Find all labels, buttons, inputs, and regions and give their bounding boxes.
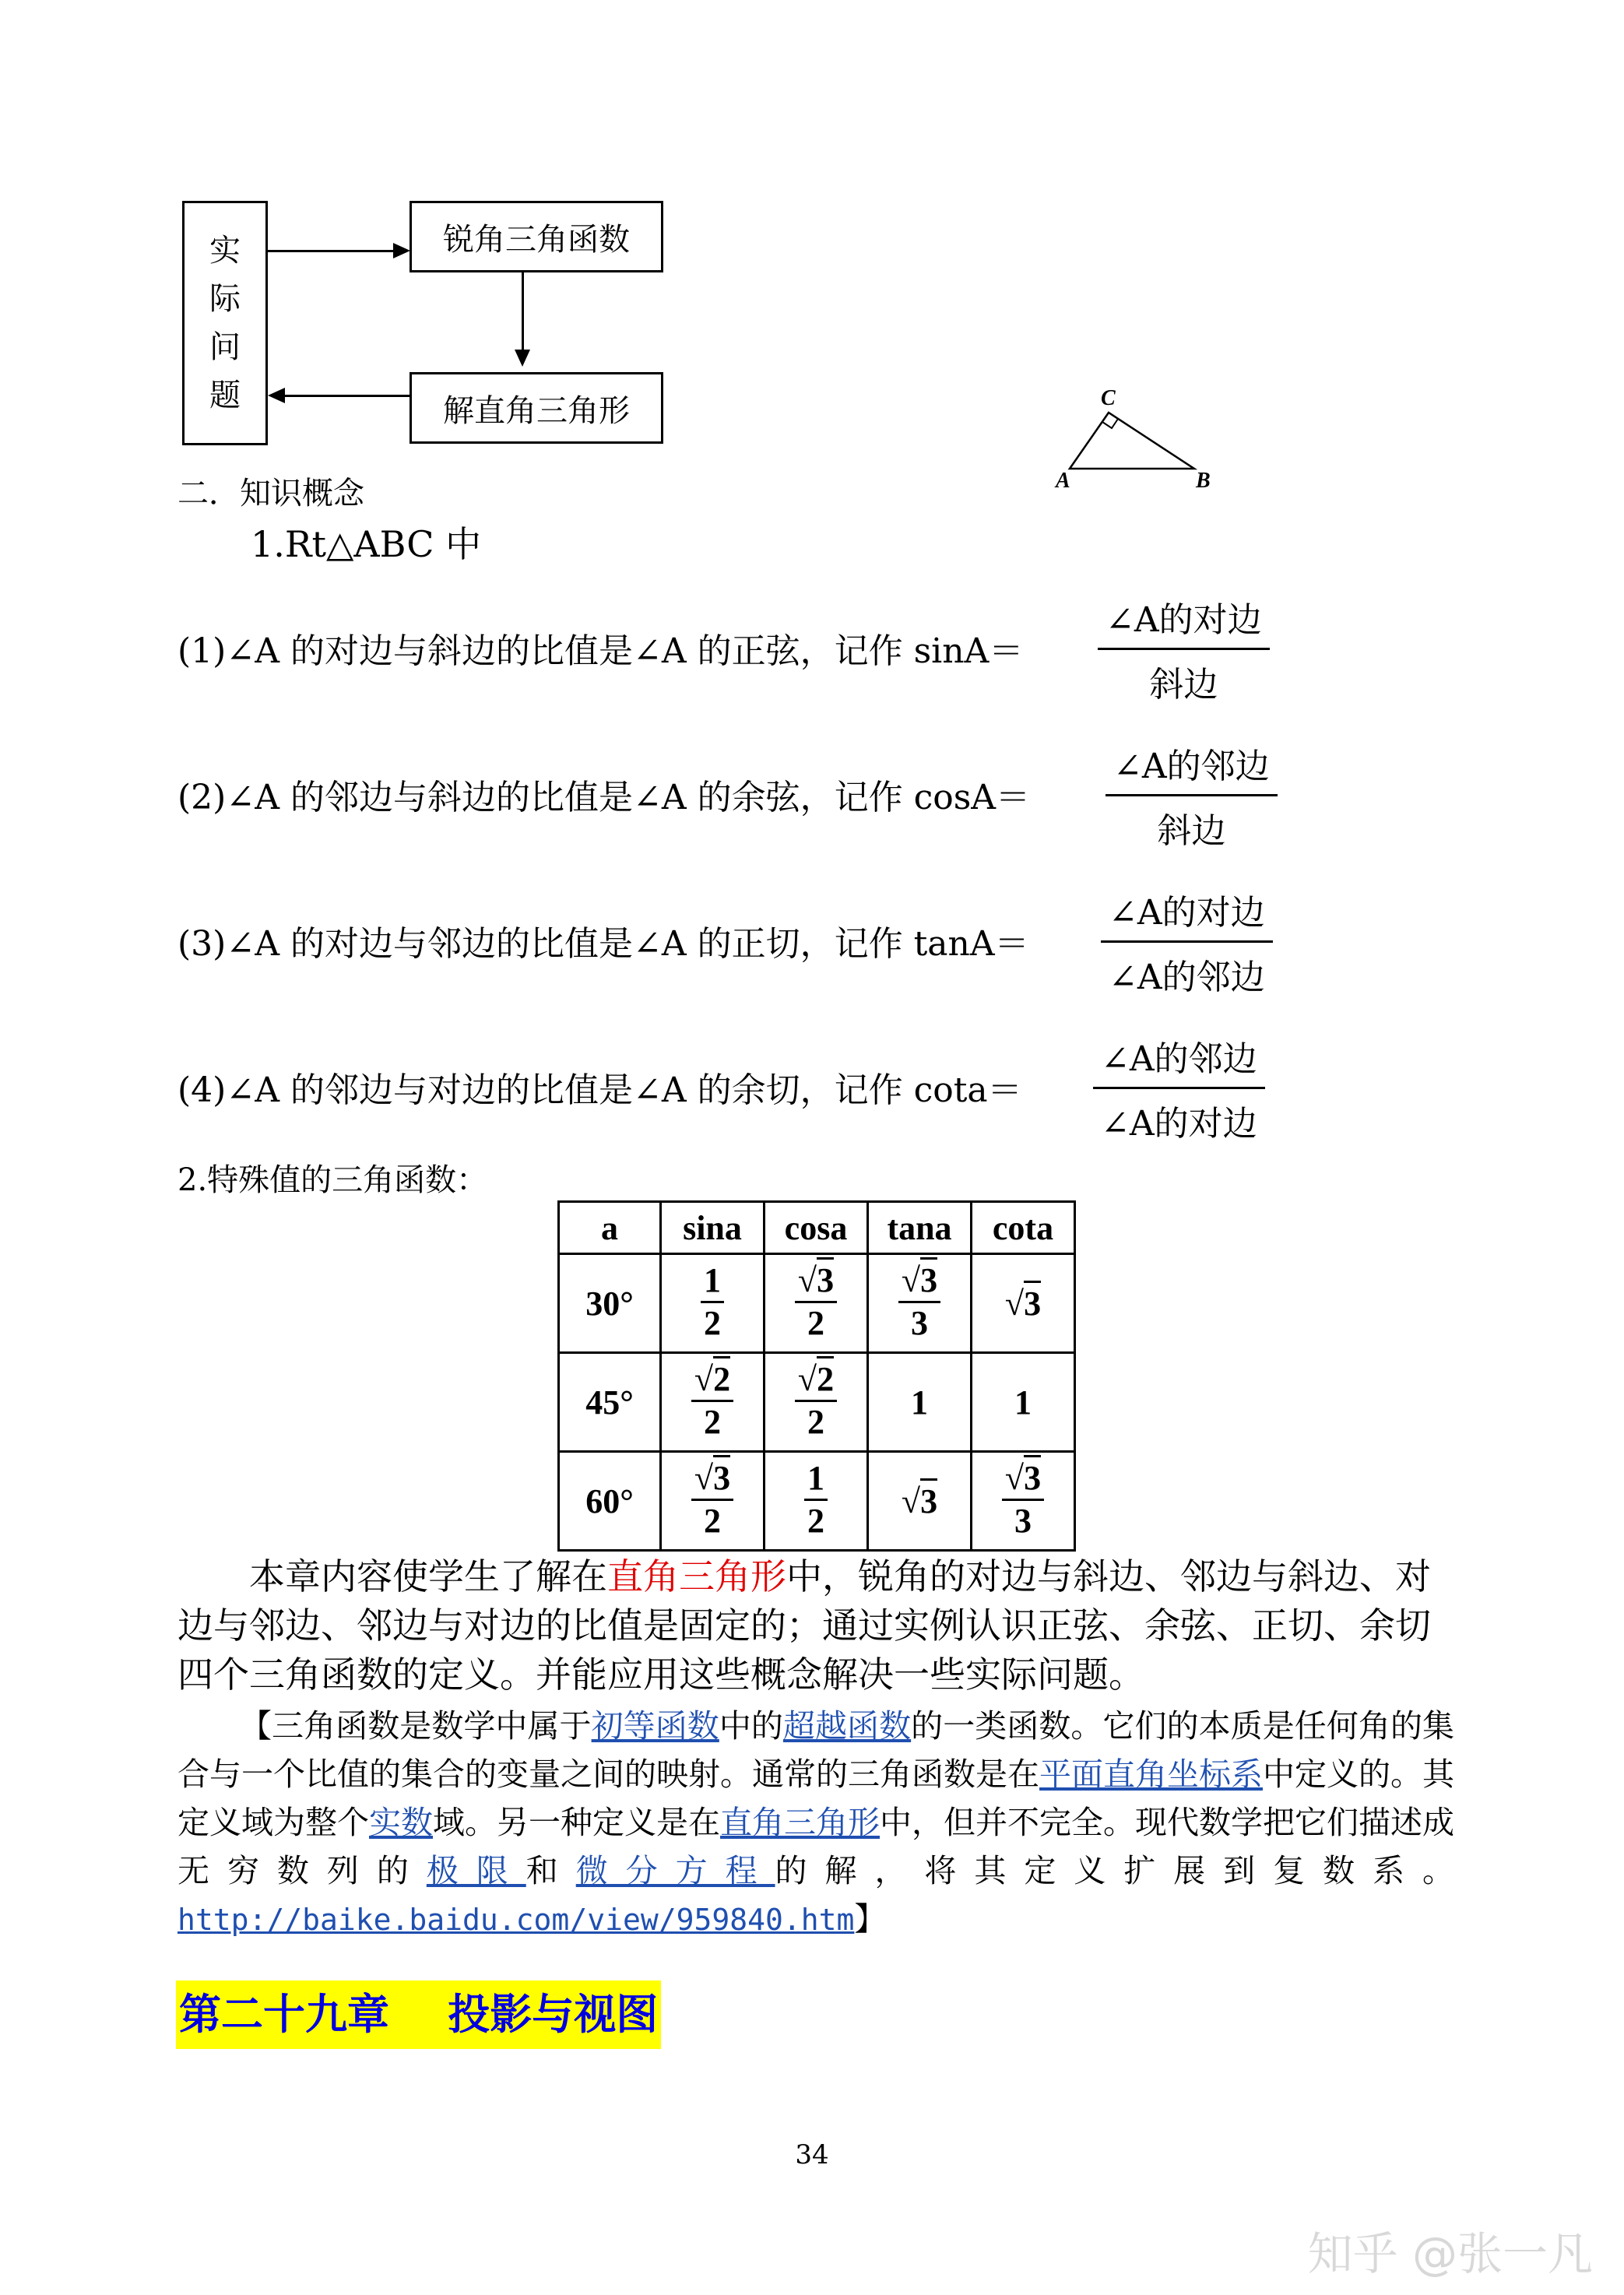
table-value: $\frac{√2}{2}$ — [691, 1403, 733, 1441]
table-cell-value — [661, 1452, 765, 1551]
right-angle-mark — [1102, 419, 1118, 428]
def-sin-text: (1)∠A 的对边与斜边的比值是∠A 的正弦，记作 sinA＝ — [178, 631, 1024, 671]
table-cell-angle: 45° — [559, 1353, 661, 1452]
def-cos-text: (2)∠A 的邻边与斜边的比值是∠A 的余弦，记作 cosA＝ — [178, 778, 1031, 817]
table-row — [559, 1353, 1075, 1452]
table-value: 1 — [1014, 1383, 1032, 1422]
red-term-right-triangle: 直角三角形 — [607, 1555, 786, 1597]
table-value: $\frac{1}{2}$ — [701, 1304, 724, 1342]
table-cell-value — [868, 1254, 972, 1353]
flow-arrow-down-line — [522, 272, 524, 350]
table-cell-value — [661, 1353, 765, 1452]
section-title: 二．知识概念 — [178, 476, 364, 511]
chapter-heading: 第二十九章 投影与视图 — [176, 1980, 661, 2049]
flow-arrow-right-head — [393, 243, 410, 258]
triangle-shape — [1070, 413, 1194, 469]
def-cos-denominator: 斜边 — [1157, 811, 1226, 851]
def-cot-denominator: ∠A的对边 — [1101, 1104, 1257, 1144]
table-value: √3 — [902, 1482, 937, 1520]
link-real-numbers[interactable]: 实数 — [369, 1804, 433, 1841]
table-cell-value — [765, 1353, 868, 1452]
table-value: $\frac{1}{2}$ — [804, 1502, 828, 1540]
flow-arrow-left-head — [268, 388, 285, 403]
flow-box-acute-trig-label: 锐角三角函数 — [443, 221, 630, 258]
table-cell-angle: 30° — [559, 1254, 661, 1353]
flow-box-solve-right-triangle-label: 解直角三角形 — [443, 392, 630, 429]
table-value: $\frac{√3}{3}$ — [1002, 1502, 1044, 1540]
table-header-cell: sina — [661, 1202, 765, 1254]
link-right-triangle[interactable]: 直角三角形 — [720, 1804, 880, 1841]
flow-box-acute-trig — [410, 201, 663, 272]
table-header-cell: a — [559, 1202, 661, 1254]
paragraph-trig-definition: 【三角函数是数学中属于初等函数中的超越函数的一类函数。它们的本质是任何角的集合与一个比值的集合的变量之间的映射。通常的三角函数是在平面直角坐标系中定义的。其定义域为整个实数域。另一种定义是在直角三角形中，但并不完全。现代数学把它们描述成无穷数列的极限和微分方程的解，将其定义扩展到复数系。http://baike.baidu.com/view/959840.htm】 — [178, 1707, 1455, 1938]
link-transcendental-function[interactable]: 超越函数 — [782, 1707, 912, 1745]
item-2-title: 2.特殊值的三角函数： — [178, 1162, 488, 1198]
watermark: 知乎 @张一凡 — [1307, 2227, 1593, 2280]
def-tan-numerator: ∠A的对边 — [1101, 884, 1273, 943]
item-1-title: 1.Rt△ABC 中 — [251, 523, 482, 565]
table-cell-value — [972, 1452, 1075, 1551]
link-elementary-function[interactable]: 初等函数 — [591, 1707, 719, 1745]
def-cos-fraction — [1106, 738, 1278, 852]
table-cell-angle: 60° — [559, 1452, 661, 1551]
table-header-row — [559, 1202, 1075, 1254]
table-cell-value — [765, 1254, 868, 1353]
def-cot-fraction — [1093, 1031, 1265, 1145]
table-cell-value — [972, 1254, 1075, 1353]
def-tan-fraction — [1101, 884, 1273, 999]
def-sin-fraction — [1098, 592, 1270, 706]
link-baike-url[interactable]: http://baike.baidu.com/view/959840.htm — [178, 1903, 855, 1937]
vertex-label-a: A — [1056, 469, 1070, 493]
flow-box-practical-problem-label: 实 际 问 题 — [209, 233, 241, 413]
triangle-figure — [1043, 381, 1230, 498]
def-tan-denominator: ∠A的邻边 — [1109, 958, 1265, 997]
flow-arrow-right-line — [268, 250, 394, 252]
special-values-table — [557, 1200, 1076, 1552]
page-number: 34 — [795, 2139, 829, 2170]
table-value: $\frac{√3}{2}$ — [795, 1304, 837, 1342]
def-cos-numerator: ∠A的邻边 — [1106, 738, 1278, 796]
table-cell-value — [868, 1353, 972, 1452]
paragraph-chapter-intro: 本章内容使学生了解在直角三角形中，锐角的对边与斜边、邻边与斜边、对边与邻边、邻边与对边的比值是固定的；通过实例认识正弦、余弦、正切、余切四个三角函数的定义。并能应用这些概念解决一些实际问题。 — [178, 1555, 1431, 1696]
def-cot-numerator: ∠A的邻边 — [1093, 1031, 1265, 1089]
def-sin-denominator: 斜边 — [1149, 665, 1218, 705]
def-tan-text: (3)∠A 的对边与邻边的比值是∠A 的正切，记作 tanA＝ — [178, 924, 1029, 964]
table-cell-value — [868, 1452, 972, 1551]
flow-arrow-left-line — [283, 395, 410, 397]
link-limit[interactable]: 极限 — [426, 1852, 526, 1889]
link-differential-equation[interactable]: 微分方程 — [575, 1852, 775, 1889]
table-cell-value — [972, 1353, 1075, 1452]
table-value: 1 — [911, 1383, 928, 1422]
def-cot-text: (4)∠A 的邻边与对边的比值是∠A 的余切，记作 cota＝ — [178, 1070, 1022, 1110]
table-value: $\frac{√3}{2}$ — [691, 1502, 733, 1540]
def-sin-numerator: ∠A的对边 — [1098, 592, 1270, 650]
table-value: $\frac{√3}{3}$ — [898, 1304, 940, 1342]
table-value: $\frac{√2}{2}$ — [795, 1403, 837, 1441]
table-header-cell: cosa — [765, 1202, 868, 1254]
flow-box-practical-problem — [182, 201, 268, 445]
table-header-cell: cota — [972, 1202, 1075, 1254]
flow-arrow-down-head — [515, 350, 530, 367]
table-header-cell: tana — [868, 1202, 972, 1254]
vertex-label-b: B — [1196, 469, 1211, 493]
table-cell-value — [765, 1452, 868, 1551]
table-row — [559, 1452, 1075, 1551]
link-cartesian-plane[interactable]: 平面直角坐标系 — [1039, 1756, 1263, 1793]
vertex-label-c: C — [1101, 386, 1116, 410]
flow-box-solve-right-triangle — [410, 372, 663, 444]
table-value: √3 — [1005, 1285, 1041, 1323]
table-row — [559, 1254, 1075, 1353]
table-cell-value — [661, 1254, 765, 1353]
